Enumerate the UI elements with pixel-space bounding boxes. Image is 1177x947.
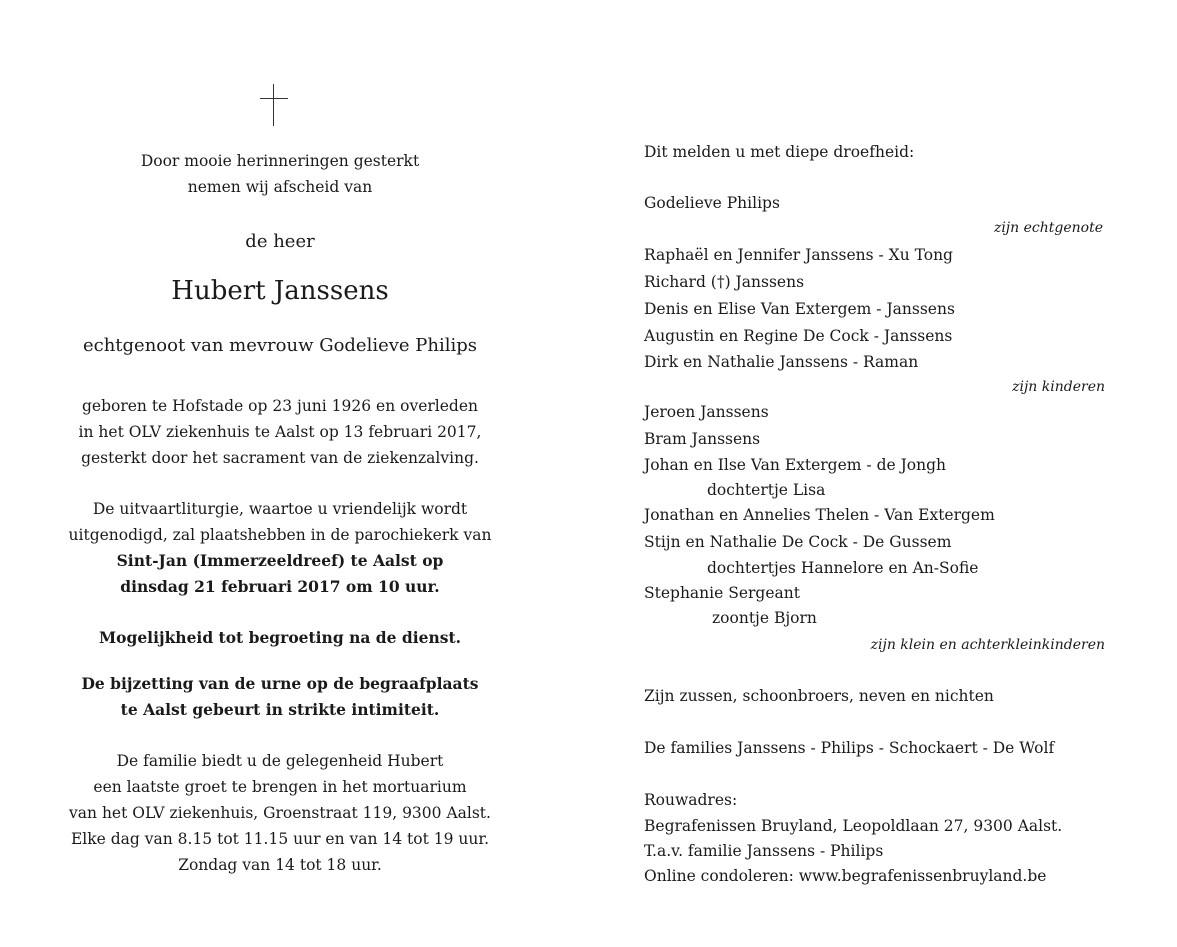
wife-label: zijn echtgenote [993, 220, 1103, 236]
great-grandchild-line: zoontje Bjorn [712, 609, 817, 627]
address-line: Begrafenissen Bruyland, Leopoldlaan 27, 9300 Aalst. [644, 817, 1063, 835]
grandchild-line: Stijn en Nathalie De Cock - De Gussem [644, 533, 952, 551]
announce-text: Dit melden u met diepe droefheid: [644, 143, 915, 161]
visit-line: Elke dag van 8.15 tot 11.15 uur en van 14 tot 19 uur. [70, 830, 490, 848]
funeral-location: Sint-Jan (Immerzeeldreef) te Aalst op [116, 551, 444, 570]
siblings-text: Zijn zussen, schoonbroers, neven en nichten [644, 687, 994, 705]
child-line: Augustin en Regine De Cock - Janssens [644, 327, 953, 345]
birth-line: in het OLV ziekenhuis te Aalst op 13 februari 2017, [78, 423, 482, 441]
families-text: De families Janssens - Philips - Schockaert - De Wolf [644, 739, 1055, 757]
grandchild-line: Johan en Ilse Van Extergem - de Jongh [644, 456, 947, 474]
great-grandchild-line: dochtertje Lisa [707, 481, 826, 499]
spouse-text: echtgenoot van mevrouw Godelieve Philips [82, 335, 478, 356]
visit-line: De familie biedt u de gelegenheid Hubert [116, 752, 444, 770]
burial-line: te Aalst gebeurt in strikte intimiteit. [120, 700, 440, 719]
grandchild-line: Stephanie Sergeant [644, 584, 800, 602]
visit-line: Zondag van 14 tot 18 uur. [178, 856, 382, 874]
birth-line: gesterkt door het sacrament van de ziekenzalving. [81, 449, 479, 467]
children-label: zijn kinderen [1012, 379, 1105, 395]
wife-name: Godelieve Philips [644, 194, 780, 212]
grandchild-line: Jeroen Janssens [644, 403, 769, 421]
address-heading: Rouwadres: [644, 791, 738, 809]
child-line: Dirk en Nathalie Janssens - Raman [644, 353, 919, 371]
grandchildren-label: zijn klein en achterkleinkinderen [870, 637, 1105, 653]
grandchild-line: Bram Janssens [644, 430, 761, 448]
child-line: Raphaël en Jennifer Janssens - Xu Tong [644, 246, 953, 264]
funeral-line: De uitvaartliturgie, waartoe u vriendelijk wordt [92, 500, 468, 518]
great-grandchild-line: dochtertjes Hannelore en An-Sofie [707, 559, 979, 577]
cross-icon [260, 84, 288, 126]
intro-line: nemen wij afscheid van [187, 178, 373, 196]
burial-line: De bijzetting van de urne op de begraafplaats [81, 674, 479, 693]
visit-line: van het OLV ziekenhuis, Groenstraat 119, 9300 Aalst. [69, 804, 491, 822]
intro-line: Door mooie herinneringen gesterkt [140, 152, 420, 170]
condolence-link[interactable]: Online condoleren: www.begrafenissenbruyland.be [644, 867, 1047, 885]
funeral-line: uitgenodigd, zal plaatshebben in de parochiekerk van [68, 526, 492, 544]
birth-line: geboren te Hofstade op 23 juni 1926 en overleden [81, 397, 479, 415]
deceased-name: Hubert Janssens [171, 276, 389, 306]
address-line: T.a.v. familie Janssens - Philips [644, 842, 884, 860]
child-line: Denis en Elise Van Extergem - Janssens [644, 300, 955, 318]
funeral-date: dinsdag 21 februari 2017 om 10 uur. [120, 577, 440, 596]
title-text: de heer [245, 231, 315, 252]
visit-line: een laatste groet te brengen in het mortuarium [93, 778, 467, 796]
grandchild-line: Jonathan en Annelies Thelen - Van Extergem [644, 506, 995, 524]
greeting-text: Mogelijkheid tot begroeting na de dienst. [98, 628, 462, 647]
child-line: Richard (†) Janssens [644, 273, 805, 291]
